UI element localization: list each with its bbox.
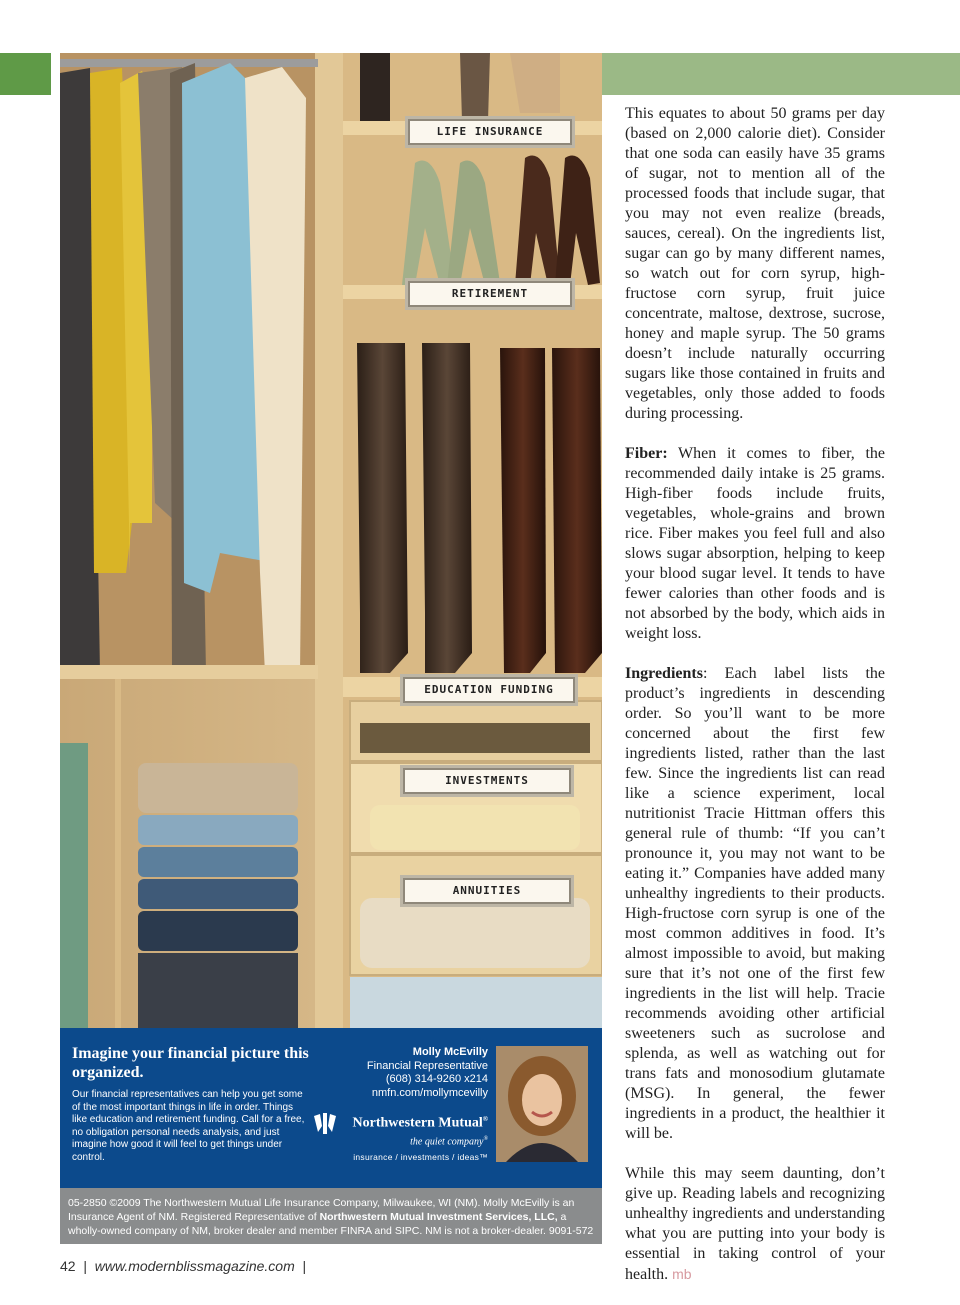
- ad-disclaimer: 05-2850 ©2009 The Northwestern Mutual Life Insurance Company, Milwaukee, WI (NM). Molly McEvilly is an Insurance Agent of NM. Registered Representative of Northwestern Mutual Investment Services, LLC, a wholly-owned company of NM, broker dealer and member FINRA and SIPC. NM is not a broker-dealer. 9091-572: [60, 1188, 602, 1244]
- color-tab-left: [0, 53, 51, 95]
- brand-tagline: the quiet company®: [410, 1136, 488, 1148]
- shelf-label-retirement: RETIREMENT: [405, 278, 575, 310]
- page-footer: [60, 1258, 306, 1274]
- page-number: 42: [60, 1258, 76, 1274]
- northwestern-mutual-ad: [60, 1028, 602, 1188]
- brand-block: [312, 1110, 488, 1170]
- ad-headline: Imagine your financial picture this organized.: [72, 1045, 309, 1081]
- rep-portrait: [496, 1046, 588, 1162]
- footer-separator: |: [83, 1258, 87, 1274]
- article-paragraph-ingredients: Ingredients: Each label lists the product’s ingredients in descending order. So you’ll want to be more concerned about the first few ingredients listed, rather than the last few. Since the ingredients list can read like a science experiment, local nutritionist Tracie Hittman offers this general rule of thumb: “If you can’t pronounce it, you may not want to be eating it.” Companies have added many unhealthy ingredients to their products. High-fructose corn syrup is one of the most common additives in food. It’s almost impossible to avoid, but making sure that it’s not one of the first few ingredients in the list will help. Tracie recommends avoiding other artificial sweeteners such as sucrolose and splenda, as well as watching out for trans fats and monosodium glutamate (MSG). In general, the fewer ingredients in a product, the healthier it will be.: [625, 665, 885, 1142]
- shelf-label-education-funding: EDUCATION FUNDING: [400, 674, 578, 706]
- rep-title: Financial Representative: [366, 1059, 488, 1072]
- northwestern-mutual-logo-icon: [312, 1112, 338, 1136]
- rep-url[interactable]: nmfn.com/mollymcevilly: [371, 1086, 488, 1099]
- article-paragraph-fiber: Fiber: When it comes to fiber, the recommended daily intake is 25 grams. High-fiber foods include fruits, vegetables, whole-grains and brown rice. Fiber makes you feel full and also slows sugar absorption, helping to keep your blood sugar level. It tends to have fewer calories than other foods and is not absorbed by the body, which aids in weight loss.: [625, 445, 885, 642]
- brand-services: insurance / investments / ideas™: [353, 1152, 488, 1162]
- shelf-label-annuities: ANNUITIES: [400, 875, 574, 907]
- shelf-label-life-insurance: LIFE INSURANCE: [405, 116, 575, 148]
- article-paragraph-conclusion: While this may seem daunting, don’t give up. Reading labels and recognizing unhealthy ingredients and understanding what you are putting into your body is essential in taking control of your health. mb: [625, 1165, 885, 1283]
- brand-registered-mark: ®: [482, 1115, 488, 1123]
- ad-body: Our financial representatives can help you get some of the most important things in life in order. Things like education and retirement funding. Call for a free, no obligation personal needs analysis, and just imagine how good it will feel to get things under control.: [72, 1089, 305, 1163]
- portrait-illustration: [496, 1046, 588, 1162]
- article-column: [625, 104, 885, 1305]
- article-paragraph-sugar: This equates to about 50 grams per day (based on 2,000 calorie diet). Consider that one soda can easily have 35 grams of sugar, not to mention all of the processed foods that include sugar, that you may not even realize (breads, sauces, cereal). On the ingredients list, sugar can go by many different names, so watch out for corn syrup, high-fructose corn syrup, fruit juice concentrate, maltose, dextrose, sucrose, honey and maple syrup. The 50 grams doesn’t include naturally occurring sugars like those contained in fruits and vegetables, only those added to foods during processing.: [625, 105, 885, 422]
- footer-separator-end: |: [302, 1258, 307, 1274]
- rep-name: Molly McEvilly: [412, 1046, 488, 1058]
- shelf-label-investments: INVESTMENTS: [400, 765, 574, 797]
- closet-photo: [60, 53, 602, 1028]
- tagline-registered-mark: ®: [483, 1136, 488, 1142]
- footer-url[interactable]: www.modernblissmagazine.com: [94, 1258, 295, 1274]
- color-band-right: [602, 53, 960, 95]
- ad-contact: [367, 1046, 488, 1100]
- brand-name: Northwestern Mutual®: [352, 1115, 488, 1131]
- rep-phone: (608) 314-9260 x214: [385, 1073, 488, 1085]
- signoff-mark: mb: [672, 1266, 692, 1282]
